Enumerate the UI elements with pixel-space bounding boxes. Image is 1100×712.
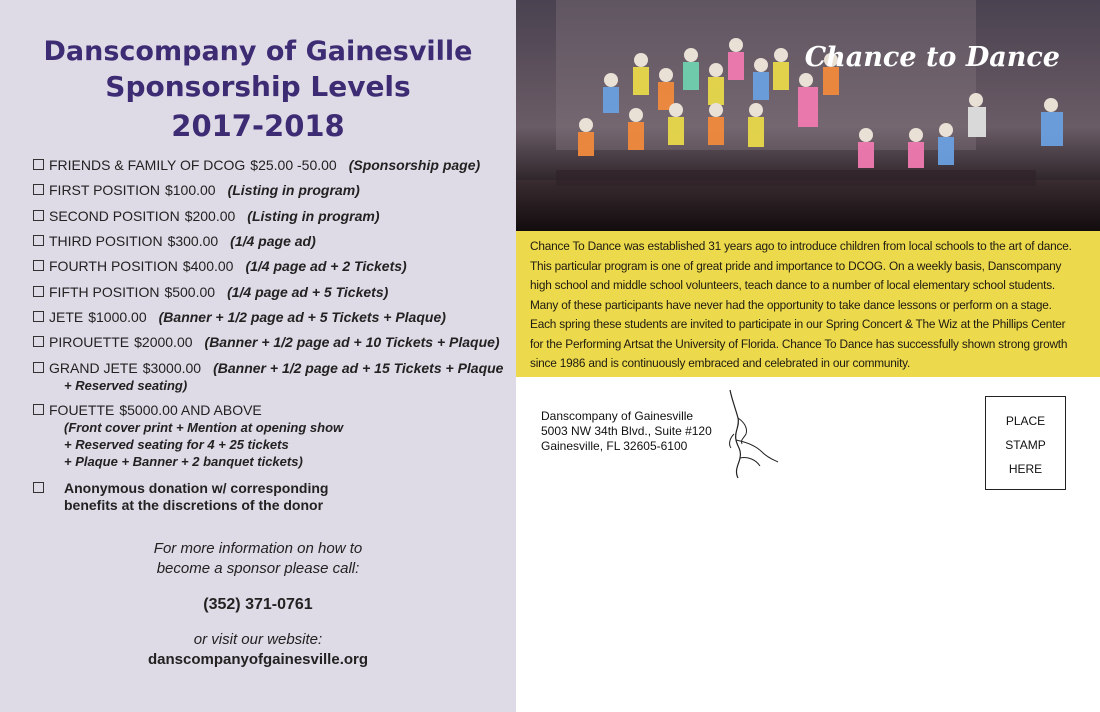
- visit-text: or visit our website:: [193, 631, 323, 648]
- fouette-benefit-line: (Front cover print + Mention at opening show: [64, 420, 344, 435]
- program-description: Chance To Dance was established 31 years ago to introduce children from local schools to the art of dance. This particular program is one of great pride and importance to DCOG. On a weekly basis, Danscompany high school and middle school volunteers, teach dance to a number of local elementary school students. Many of these participants have never had the opportunity to take dance lessons or perform on a stage. Each spring these students are invited to participate in our Spring Concert & The Wiz at the Phillips Center for the Performing Artsat the University of Florida. Chance To Dance has successfully shown strong growth since 1986 and is continuously embraced and celebrated in our community.: [530, 239, 1072, 370]
- level-first-position[interactable]: FIRST POSITION $100.00 (Listing in program): [33, 182, 360, 199]
- dancer-logo-icon: [722, 388, 784, 488]
- level-second-position[interactable]: SECOND POSITION $200.00 (Listing in program): [33, 208, 380, 225]
- checkbox-icon[interactable]: [33, 235, 44, 246]
- level-friends-family[interactable]: FRIENDS & FAMILY OF DCOG $25.00 -50.00 (Sponsorship page): [33, 157, 480, 174]
- grand-jete-continuation: + Reserved seating): [64, 378, 188, 393]
- contact-info-line: become a sponsor please call:: [156, 560, 360, 577]
- address-city: Gainesville, FL 32605-6100: [541, 439, 688, 453]
- level-fourth-position[interactable]: FOURTH POSITION $400.00 (1/4 page ad + 2 Tickets): [33, 258, 407, 275]
- level-anonymous[interactable]: [33, 480, 49, 497]
- checkbox-icon[interactable]: [33, 286, 44, 297]
- fouette-benefit-line: + Plaque + Banner + 2 banquet tickets): [64, 454, 303, 469]
- season-title: 2017-2018: [171, 109, 345, 143]
- checkbox-icon[interactable]: [33, 404, 44, 415]
- stamp-box: PLACE STAMP HERE: [985, 396, 1066, 490]
- level-grand-jete[interactable]: GRAND JETE $3000.00 (Banner + 1/2 page ad + 15 Tickets + Plaque: [33, 360, 503, 377]
- checkbox-icon[interactable]: [33, 210, 44, 221]
- checkbox-icon[interactable]: [33, 159, 44, 170]
- mailing-address: [541, 409, 712, 454]
- level-pirouette[interactable]: PIROUETTE $2000.00 (Banner + 1/2 page ad + 10 Tickets + Plaque): [33, 334, 500, 351]
- fouette-benefit-line: + Reserved seating for 4 + 25 tickets: [64, 437, 289, 452]
- level-fifth-position[interactable]: FIFTH POSITION $500.00 (1/4 page ad + 5 Tickets): [33, 284, 388, 301]
- checkbox-icon[interactable]: [33, 482, 44, 493]
- sponsorship-panel: [0, 0, 516, 712]
- address-street: 5003 NW 34th Blvd., Suite #120: [541, 424, 712, 438]
- dance-photo: [516, 0, 1100, 231]
- contact-info-line: For more information on how to: [153, 540, 363, 557]
- phone-number[interactable]: (352) 371-0761: [203, 596, 313, 613]
- level-jete[interactable]: JETE $1000.00 (Banner + 1/2 page ad + 5 Tickets + Plaque): [33, 309, 446, 326]
- checkbox-icon[interactable]: [33, 362, 44, 373]
- levels-title: Sponsorship Levels: [105, 70, 411, 103]
- anonymous-text: Anonymous donation w/ corresponding benefits at the discretions of the donor: [64, 480, 329, 513]
- org-title: Danscompany of Gainesville: [43, 36, 473, 67]
- checkbox-icon[interactable]: [33, 311, 44, 322]
- address-org: Danscompany of Gainesville: [541, 409, 694, 423]
- level-fouette[interactable]: FOUETTE $5000.00 AND ABOVE: [33, 402, 262, 419]
- checkbox-icon[interactable]: [33, 260, 44, 271]
- dancers-image: [516, 0, 1100, 231]
- website-link[interactable]: danscompanyofgainesville.org: [147, 651, 369, 668]
- level-third-position[interactable]: THIRD POSITION $300.00 (1/4 page ad): [33, 233, 316, 250]
- checkbox-icon[interactable]: [33, 336, 44, 347]
- program-description-panel: [516, 231, 1100, 377]
- checkbox-icon[interactable]: [33, 184, 44, 195]
- program-title: Chance to Dance: [804, 42, 1060, 73]
